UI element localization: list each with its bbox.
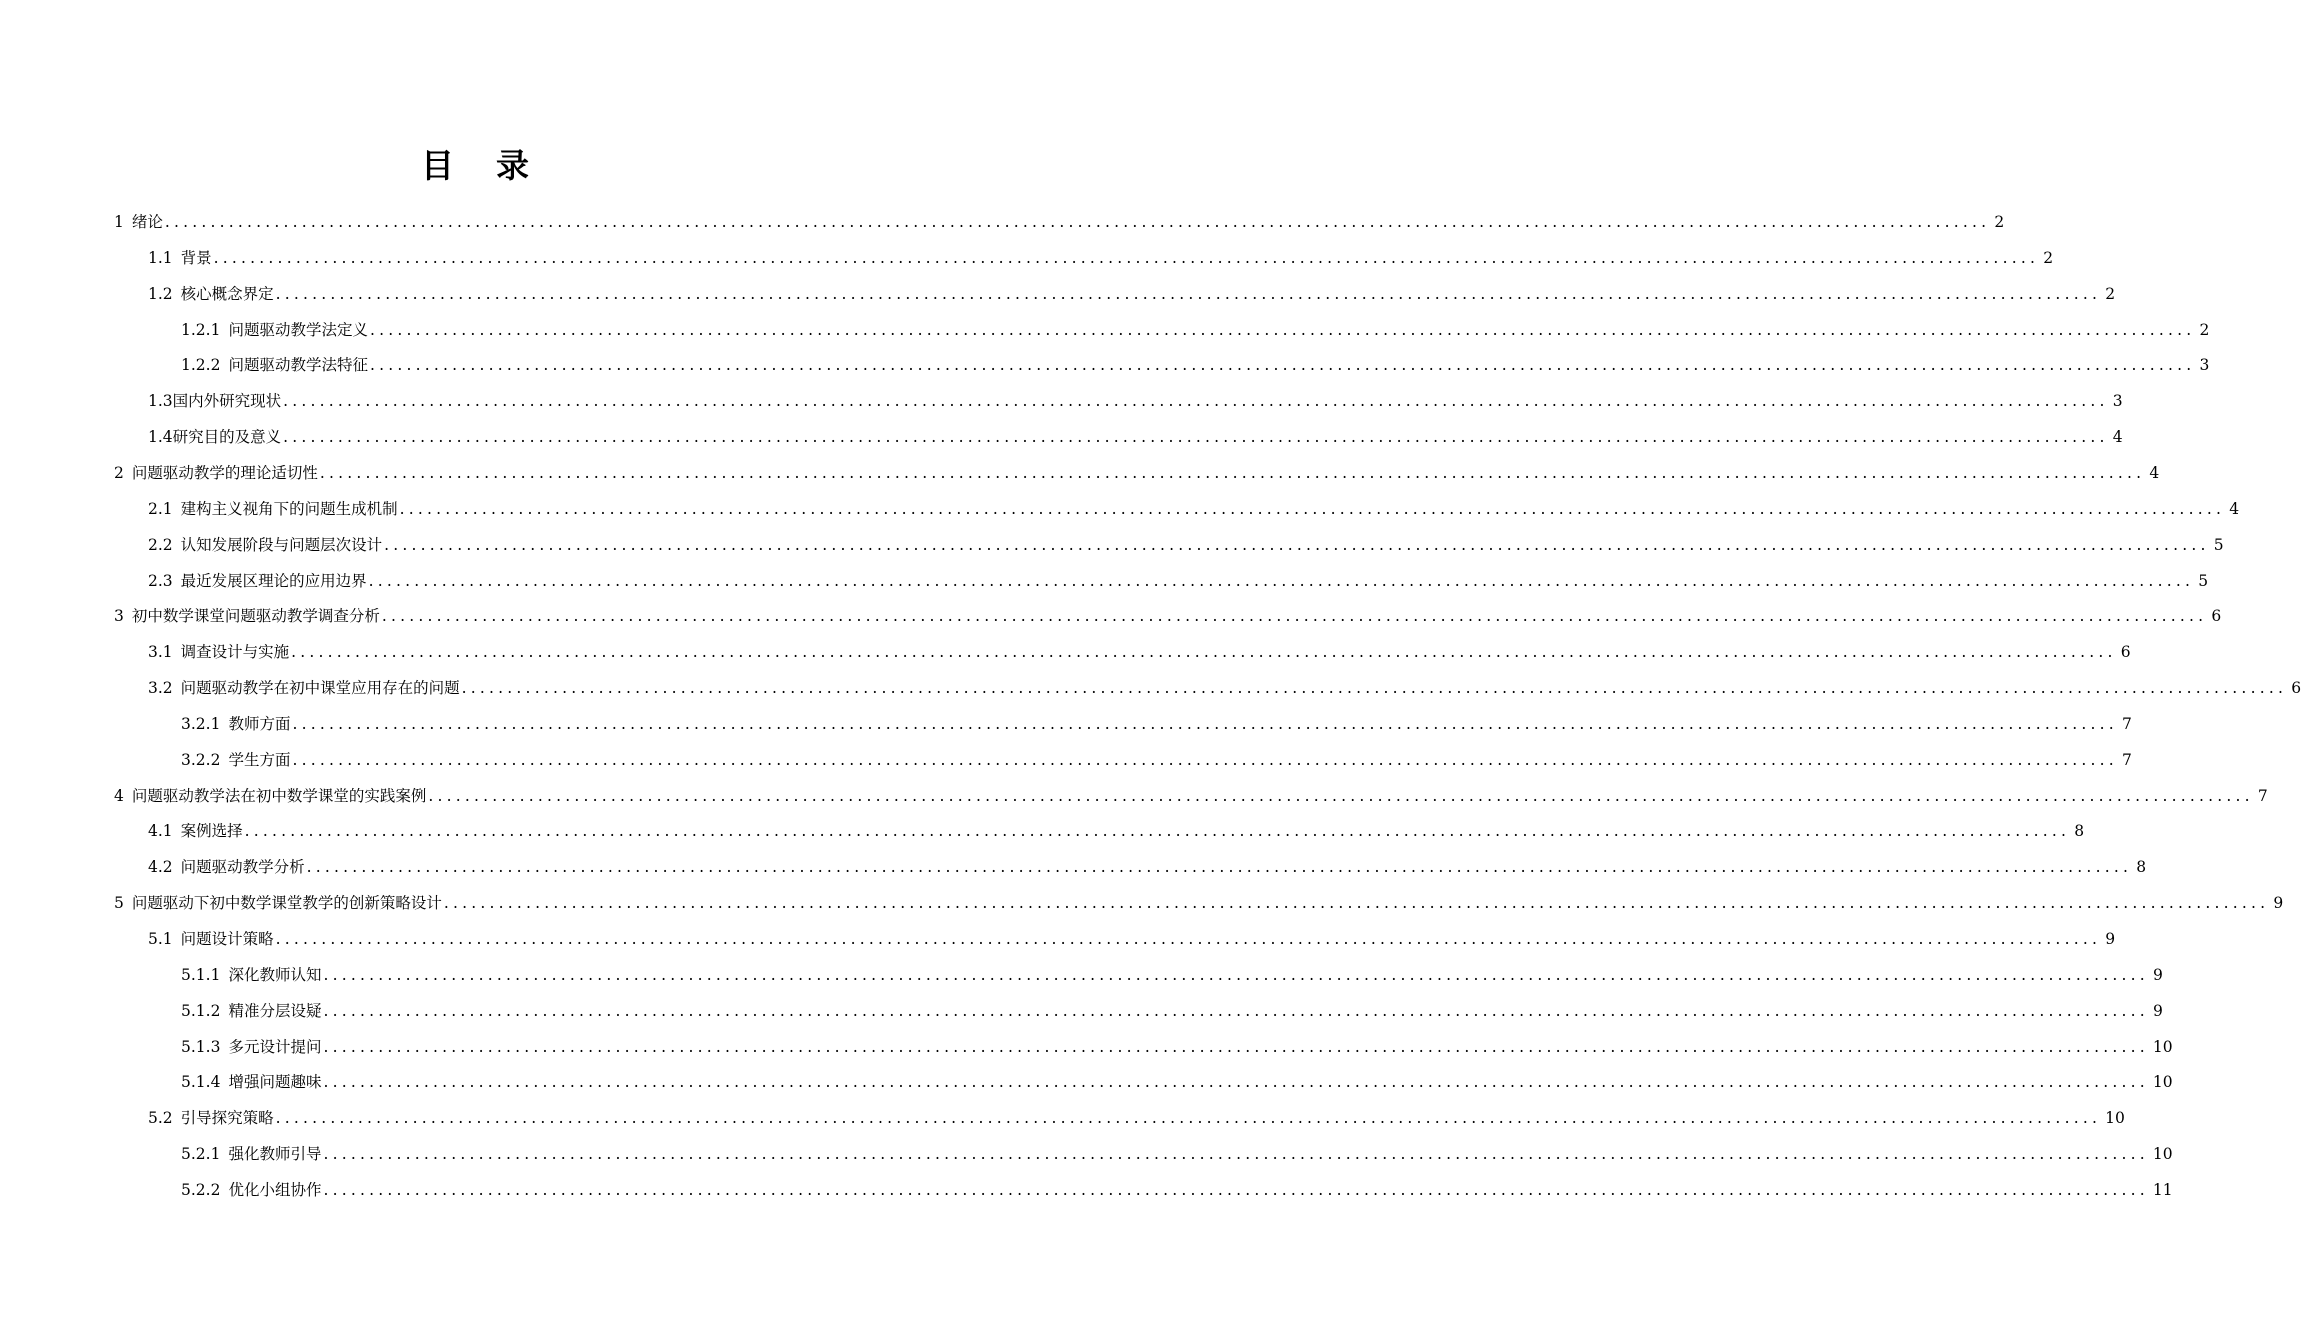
toc-entry-label bbox=[114, 778, 426, 814]
toc-entry-title: 问题驱动教学的理论适切性 bbox=[131, 463, 318, 482]
toc-dot-leader: ........................................................................................................................................................................................................ bbox=[291, 643, 2117, 662]
toc-entry-title: 核心概念界定 bbox=[180, 284, 274, 303]
toc-entry-page-number: 8 bbox=[2136, 858, 2147, 877]
toc-entry-number: 5.2.2 bbox=[181, 1180, 221, 1199]
toc-entry-label bbox=[181, 1172, 321, 1208]
toc-entry bbox=[181, 1064, 2173, 1100]
toc-dot-leader: ........................................................................................................................................................................................................ bbox=[461, 679, 2288, 698]
toc-entry-number: 5.1.3 bbox=[181, 1037, 221, 1056]
toc-entry-label bbox=[148, 491, 398, 527]
toc-entry-page-number: 9 bbox=[2273, 894, 2284, 913]
toc-entry-number: 1 bbox=[114, 213, 124, 231]
toc-entry-label bbox=[181, 1029, 321, 1065]
toc-entry-number: 5.1.2 bbox=[181, 1001, 221, 1020]
toc-entry-title: 问题驱动教学法在初中数学课堂的实践案例 bbox=[131, 786, 427, 805]
toc-entry-title: 问题驱动教学在初中课堂应用存在的问题 bbox=[180, 679, 460, 698]
toc-entry bbox=[148, 527, 2224, 563]
toc-entry-number: 1.3 bbox=[148, 392, 173, 411]
toc-entry-number: 3.2.2 bbox=[181, 750, 221, 769]
toc-entry-title: 背景 bbox=[180, 248, 212, 267]
toc-entry bbox=[114, 204, 2005, 240]
toc-entry-label bbox=[114, 598, 380, 634]
toc-entry-label bbox=[181, 1136, 321, 1172]
toc-entry-page-number: 4 bbox=[2229, 499, 2240, 518]
toc-entry-page-number: 2 bbox=[2199, 320, 2210, 339]
toc-entry-title: 问题驱动教学分析 bbox=[180, 858, 305, 877]
toc-entry bbox=[148, 491, 2240, 527]
toc-entry-page-number: 10 bbox=[2152, 1145, 2173, 1164]
toc-dot-leader: ........................................................................................................................................................................................................ bbox=[323, 965, 2149, 984]
toc-dot-leader: ........................................................................................................................................................................................................ bbox=[323, 1145, 2149, 1164]
toc-entry-number: 2.2 bbox=[148, 535, 173, 554]
toc-entry-number: 2 bbox=[114, 463, 124, 482]
toc-entry-title: 强化教师引导 bbox=[228, 1145, 322, 1164]
toc-entry-page-number: 5 bbox=[2198, 571, 2209, 590]
toc-entry-title: 优化小组协作 bbox=[228, 1180, 322, 1199]
toc-entry-label bbox=[181, 993, 321, 1029]
toc-entry-label bbox=[148, 276, 274, 312]
toc-entry-page-number: 10 bbox=[2152, 1037, 2173, 1056]
toc-dot-leader: ........................................................................................................................................................................................................ bbox=[164, 213, 1991, 231]
toc-entry-label bbox=[148, 527, 382, 563]
toc-entry-number: 4 bbox=[114, 786, 124, 805]
toc-entry-label bbox=[148, 419, 281, 455]
toc-entry bbox=[148, 634, 2131, 670]
toc-entry-number: 5.1.4 bbox=[181, 1073, 221, 1092]
toc-entry-page-number: 2 bbox=[1994, 213, 2005, 231]
toc-entry-page-number: 2 bbox=[2043, 248, 2054, 267]
toc-entry-label bbox=[114, 885, 442, 921]
toc-entry-label bbox=[114, 204, 163, 240]
toc-entry-number: 3 bbox=[114, 607, 124, 626]
toc-entry-number: 3.2 bbox=[148, 679, 173, 698]
toc-entry-page-number: 4 bbox=[2149, 463, 2160, 482]
toc-dot-leader: ........................................................................................................................................................................................................ bbox=[323, 1001, 2149, 1020]
toc-dot-leader: ........................................................................................................................................................................................................ bbox=[275, 930, 2102, 948]
toc-entry-page-number: 9 bbox=[2105, 930, 2116, 948]
toc-entry-page-number: 6 bbox=[2291, 679, 2301, 698]
toc-entry-number: 1.2 bbox=[148, 284, 173, 303]
toc-entry-title: 问题驱动下初中数学课堂教学的创新策略设计 bbox=[131, 894, 442, 913]
toc-entry-page-number: 10 bbox=[2152, 1073, 2173, 1092]
toc-entry-label bbox=[181, 1064, 321, 1100]
toc-entry-label bbox=[181, 742, 290, 778]
toc-dot-leader: ........................................................................................................................................................................................................ bbox=[283, 428, 2109, 447]
toc-entry-number: 5.1.1 bbox=[181, 965, 221, 984]
toc-entry-label bbox=[181, 957, 321, 993]
toc-entry-title: 问题驱动教学法特征 bbox=[228, 356, 368, 375]
toc-entry bbox=[148, 419, 2123, 455]
toc-entry bbox=[114, 778, 2268, 814]
toc-entry-title: 认知发展阶段与问题层次设计 bbox=[180, 535, 383, 554]
page-title: 目录 bbox=[421, 146, 571, 185]
toc-entry-label bbox=[148, 634, 289, 670]
toc-dot-leader: ........................................................................................................................................................................................................ bbox=[292, 714, 2118, 733]
toc-entry-label bbox=[148, 849, 305, 885]
toc-entry-number: 2.3 bbox=[148, 571, 173, 590]
toc-entry-label bbox=[148, 670, 460, 706]
toc-entry-title: 调查设计与实施 bbox=[180, 643, 290, 662]
toc-entry-page-number: 9 bbox=[2153, 965, 2163, 984]
toc-entry-label bbox=[181, 347, 368, 383]
toc-entry-number: 4.1 bbox=[148, 822, 173, 841]
toc-dot-leader: ........................................................................................................................................................................................................ bbox=[244, 822, 2071, 841]
toc-entry bbox=[148, 563, 2209, 599]
toc-entry bbox=[181, 957, 2163, 993]
toc-entry bbox=[181, 706, 2132, 742]
toc-dot-leader: ........................................................................................................................................................................................................ bbox=[283, 392, 2109, 411]
toc-entry bbox=[114, 455, 2160, 491]
toc-entry bbox=[181, 1029, 2173, 1065]
toc-dot-leader: ........................................................................................................................................................................................................ bbox=[369, 356, 2196, 375]
toc-dot-leader: ........................................................................................................................................................................................................ bbox=[319, 463, 2146, 482]
toc-entry-label bbox=[114, 455, 318, 491]
toc-entry-page-number: 3 bbox=[2112, 392, 2123, 411]
toc-entry-label bbox=[148, 383, 281, 419]
toc-dot-leader: ........................................................................................................................................................................................................ bbox=[275, 1109, 2102, 1128]
toc-entry-title: 案例选择 bbox=[180, 822, 243, 841]
toc-dot-leader: ........................................................................................................................................................................................................ bbox=[368, 571, 2195, 590]
toc-dot-leader: ........................................................................................................................................................................................................ bbox=[384, 535, 2210, 554]
toc-entry-label bbox=[148, 921, 274, 957]
toc-entry-title: 研究目的及意义 bbox=[172, 428, 282, 447]
toc-entry-number: 4.2 bbox=[148, 858, 173, 877]
toc-dot-leader: ........................................................................................................................................................................................................ bbox=[213, 248, 2040, 267]
toc-entry-title: 问题设计策略 bbox=[180, 930, 274, 948]
toc-entry-page-number: 9 bbox=[2153, 1001, 2163, 1020]
toc-entry-page-number: 6 bbox=[2120, 643, 2131, 662]
toc-dot-leader: ........................................................................................................................................................................................................ bbox=[323, 1037, 2149, 1056]
toc-entry-title: 深化教师认知 bbox=[228, 965, 322, 984]
toc-entry-number: 1.4 bbox=[148, 428, 173, 447]
toc-dot-leader: ........................................................................................................................................................................................................ bbox=[381, 607, 2208, 626]
toc-entry-title: 绪论 bbox=[131, 213, 163, 231]
toc-entry bbox=[148, 383, 2123, 419]
toc-entry-page-number: 7 bbox=[2122, 750, 2132, 769]
toc-entry-label bbox=[181, 706, 290, 742]
toc-entry-page-number: 6 bbox=[2211, 607, 2222, 626]
toc-entry bbox=[114, 598, 2222, 634]
toc-entry bbox=[181, 347, 2210, 383]
toc-entry-label bbox=[148, 240, 212, 276]
toc-entry-page-number: 4 bbox=[2112, 428, 2123, 447]
toc-entry-title: 多元设计提问 bbox=[228, 1037, 322, 1056]
toc-entry-title: 增强问题趣味 bbox=[228, 1073, 322, 1092]
toc-entry bbox=[148, 276, 2116, 312]
toc-entry-page-number: 10 bbox=[2105, 1109, 2125, 1128]
toc-dot-leader: ........................................................................................................................................................................................................ bbox=[275, 284, 2102, 303]
toc-entry-label bbox=[181, 312, 368, 348]
toc-entry-number: 1.1 bbox=[148, 248, 173, 267]
toc-entry-number: 1.2.1 bbox=[181, 320, 221, 339]
toc-entry-label bbox=[148, 813, 243, 849]
toc-entry-title: 最近发展区理论的应用边界 bbox=[180, 571, 367, 590]
toc-dot-leader: ........................................................................................................................................................................................................ bbox=[369, 320, 2196, 339]
toc-entry bbox=[181, 742, 2132, 778]
toc-entry-number: 5 bbox=[114, 894, 124, 913]
toc-entry bbox=[148, 240, 2054, 276]
toc-entry-number: 3.2.1 bbox=[181, 714, 221, 733]
toc-entry bbox=[181, 1136, 2173, 1172]
toc-entry-title: 学生方面 bbox=[228, 750, 291, 769]
toc-dot-leader: ........................................................................................................................................................................................................ bbox=[399, 499, 2226, 518]
toc-dot-leader: ........................................................................................................................................................................................................ bbox=[443, 894, 2270, 913]
toc-dot-leader: ........................................................................................................................................................................................................ bbox=[292, 750, 2118, 769]
toc-dot-leader: ........................................................................................................................................................................................................ bbox=[428, 786, 2254, 805]
toc-entry bbox=[148, 849, 2147, 885]
toc-entry-page-number: 11 bbox=[2152, 1180, 2173, 1199]
toc-entry-title: 问题驱动教学法定义 bbox=[228, 320, 368, 339]
toc-entry-number: 1.2.2 bbox=[181, 356, 221, 375]
toc-entry bbox=[148, 1100, 2125, 1136]
toc-dot-leader: ........................................................................................................................................................................................................ bbox=[323, 1180, 2149, 1199]
toc-entry bbox=[148, 921, 2116, 957]
toc-entry bbox=[148, 670, 2301, 706]
toc-entry-page-number: 2 bbox=[2105, 284, 2116, 303]
toc-entry bbox=[148, 813, 2085, 849]
toc-entry-label bbox=[148, 563, 367, 599]
toc-entry-title: 初中数学课堂问题驱动教学调查分析 bbox=[131, 607, 380, 626]
toc-entry-page-number: 7 bbox=[2122, 714, 2132, 733]
toc-entry-page-number: 3 bbox=[2199, 356, 2210, 375]
toc-entry-page-number: 7 bbox=[2257, 786, 2268, 805]
toc-entry bbox=[181, 1172, 2173, 1208]
toc-entry-title: 教师方面 bbox=[228, 714, 291, 733]
toc-entry bbox=[181, 993, 2163, 1029]
toc-entry-number: 5.2.1 bbox=[181, 1145, 221, 1164]
toc-entry-number: 5.1 bbox=[148, 930, 173, 948]
toc-entry-title: 精准分层设疑 bbox=[228, 1001, 322, 1020]
toc-entry-title: 引导探究策略 bbox=[180, 1109, 274, 1128]
toc-entry-title: 建构主义视角下的问题生成机制 bbox=[180, 499, 398, 518]
toc-entry bbox=[181, 312, 2210, 348]
toc-entry-page-number: 8 bbox=[2074, 822, 2085, 841]
toc-entry-number: 5.2 bbox=[148, 1109, 173, 1128]
toc-entry-number: 3.1 bbox=[148, 643, 173, 662]
toc-entry-page-number: 5 bbox=[2213, 535, 2224, 554]
toc-entry-label bbox=[148, 1100, 274, 1136]
toc-entry-title: 国内外研究现状 bbox=[172, 392, 282, 411]
toc-entry-number: 2.1 bbox=[148, 499, 173, 518]
toc-dot-leader: ........................................................................................................................................................................................................ bbox=[323, 1073, 2149, 1092]
toc-entry bbox=[114, 885, 2284, 921]
toc-dot-leader: ........................................................................................................................................................................................................ bbox=[306, 858, 2133, 877]
